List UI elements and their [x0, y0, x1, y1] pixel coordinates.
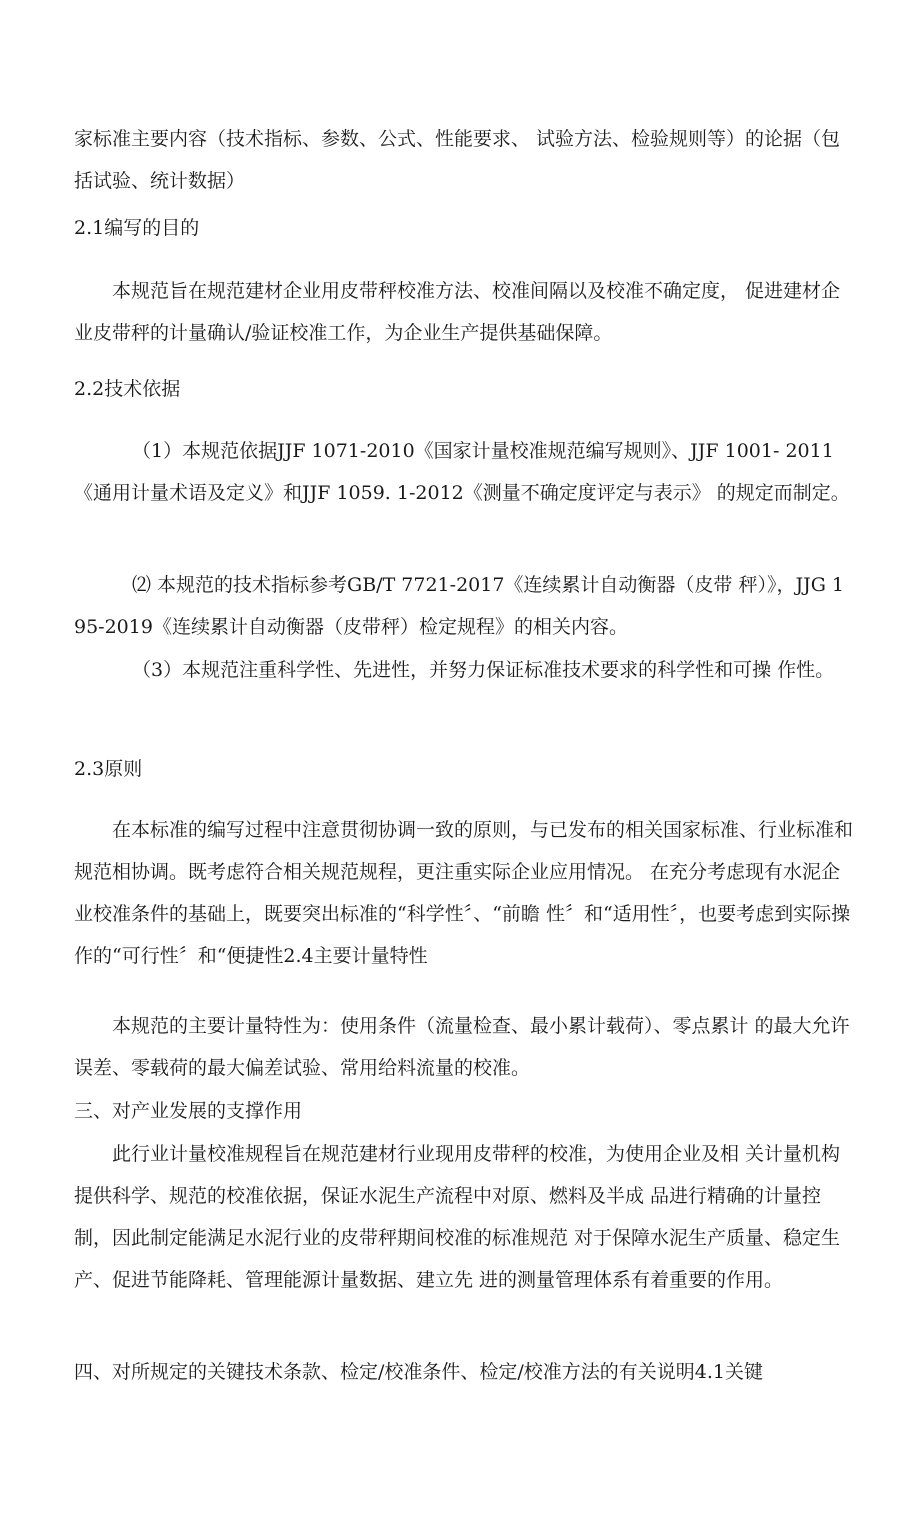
section-4-heading: 四、对所规定的关键技术条款、检定/校准条件、检定/校准方法的有关说明4.1关键: [74, 1361, 764, 1383]
section-2-2-item-3: （3）本规范注重科学性、先进性，并努力保证标准技术要求的科学性和可操 作性。: [132, 659, 835, 681]
section-2-4-paragraph: 本规范的主要计量特性为：使用条件（流量检查、最小累计载荷）、零点累计 的最大允许误差、零载荷的最大偏差试验、常用给料流量的校准。: [74, 1015, 850, 1079]
section-2-3-heading: 2.3原则: [74, 758, 143, 780]
section-2-1-paragraph: 本规范旨在规范建材企业用皮带秤校准方法、校准间隔以及校准不确定度， 促进建材企业皮带秤的计量确认/验证校准工作，为企业生产提供基础保障。: [74, 280, 841, 344]
section-3-paragraph: 此行业计量校准规程旨在规范建材行业现用皮带秤的校准，为使用企业及相 关计量机构提供科学、规范的校准依据，保证水泥生产流程中对原、燃料及半成 品进行精确的计量控制，因此制定能满足水泥行业的皮带秤期间校准的标准规范 对于保障水泥生产质量、稳定生产、促进节能降耗、管理能源计量数据、建立先 进的测量管理体系有着重要的作用。: [74, 1143, 841, 1291]
section-2-1-heading: 2.1编写的目的: [74, 217, 200, 239]
intro-paragraph: 家标准主要内容（技术指标、参数、公式、性能要求、 试验方法、检验规则等）的论据（包括试验、统计数据）: [74, 128, 841, 192]
section-2-2-item-1: （1）本规范依据JJF 1071-2010《国家计量校准规范编写规则》、JJF 1001- 2011《通用计量术语及定义》和JJF 1059. 1-2012《测量不确定度评定与表示》 的规定而制定。: [74, 440, 850, 504]
section-2-2-heading: 2.2技术依据: [74, 378, 181, 400]
section-3-heading: 三、对产业发展的支撑作用: [74, 1100, 303, 1122]
section-2-2-item-2: ⑵ 本规范的技术指标参考GB/T 7721-2017《连续累计自动衡器（皮带 秤）》，JJG 195-2019《连续累计自动衡器（皮带秤）检定规程》的相关内容。: [74, 574, 845, 638]
section-2-3-paragraph: 在本标准的编写过程中注意贯彻协调一致的原则，与已发布的相关国家标准、行业标准和规范相协调。既考虑符合相关规范规程，更注重实际企业应用情况。 在充分考虑现有水泥企业校准条件的基础上，既要突出标准的“科学性〞、“前瞻 性〞和“适用性〞，也要考虑到实际操作的“可行性〞和“便捷性2.4主要计量特性: [74, 819, 854, 967]
